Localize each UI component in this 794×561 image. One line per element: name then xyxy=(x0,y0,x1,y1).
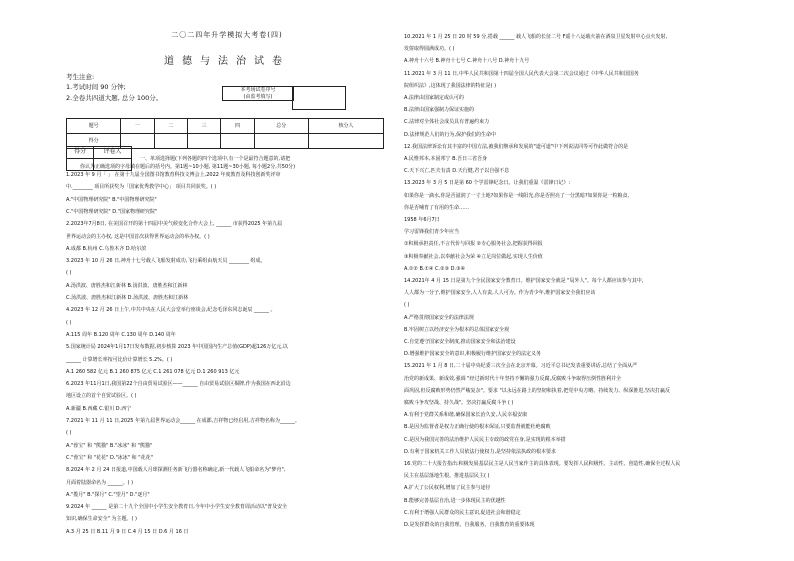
subject-title: 道德与法治试卷 xyxy=(164,56,290,67)
question-line: 学习雷锋我们青少年应当 xyxy=(404,229,460,236)
question-line: 世界运动会的主办权, 这是中国首次获得世界运动会的举办权。( ) xyxy=(66,233,210,240)
question-line: ( ) xyxy=(66,270,72,277)
question-line: 14.2021年 4 月 15 日是第九个全民国家安全教育日。维护国家安全就是 "局外人"。每个人都应该参与其中, xyxy=(404,278,644,284)
score-cell: 一 xyxy=(121,119,154,134)
score-cell: 得分 xyxy=(67,134,121,149)
score-cell: 核分人 xyxy=(308,119,383,134)
notice-item: 1.考试时间 90 分钟; xyxy=(66,83,126,92)
question-line: 院组织法》,这体现了我国法律的特征是( ) xyxy=(404,82,497,89)
question-line: 你是否哺育了有用的生命…… xyxy=(404,204,470,211)
exam-box-line: 本考场试卷序号 xyxy=(240,87,276,93)
question-line: C.有利于增强人民群众的民主意识,促进社会和谐稳定 xyxy=(404,509,521,516)
question-line: B.法律由国家强制力保证实施的 xyxy=(404,107,475,114)
question-line: D.是发挥群众的自我管理、自我服务、自我教育的重要体现 xyxy=(404,522,535,528)
question-line: 4.2023 年 12 月 26 日上午,中共中央在人民大会堂举行座谈会,纪念毛泽东同志诞辰 ______ 。 xyxy=(66,307,276,314)
question-line: 中.________ 项目所获奖为「国家优秀教学中心」 项目共同获奖。( ) xyxy=(66,184,217,191)
question-line: 15.2021 年 1 月 8 日,二十届中央纪委三次全会在北京开幕。习近平总书记发表重要讲话,总结了全面从严 xyxy=(404,363,638,370)
score-input[interactable] xyxy=(187,134,220,149)
question-line: 知识,确保生命安全" 为主题。( ) xyxy=(66,516,137,523)
question-line: 3.2023 年 10 月 26 日,神舟十七号载人飞船发射成功,飞行乘组由航天员 ________ 组成。 xyxy=(66,258,266,265)
question-line: 如果你是一滴水,你是否滋润了一寸土地?如果你是一线阳光,你是否照亮了一分黑暗?如果你是一粒粮食, xyxy=(404,192,630,199)
question-line: D.增强维护国家安全的意识,积极履行维护国家安全的法定义务 xyxy=(404,351,542,358)
notice xyxy=(66,72,162,103)
question-line: C.自觉遵守国家安全制度,推动国家安全和法治建设 xyxy=(404,339,516,345)
question-line: 10.2021 年 1 月 25 日 20 时 59 分,搭载 ______ 载人飞船的长征二号 F遥十八运载火箭在酒泉卫星发射中心点火发射, xyxy=(404,34,668,40)
question-line: 地区设立的首个自贸试验区。( ) xyxy=(66,393,137,400)
question-line: A.法律由国家制定或认可的 xyxy=(404,95,464,101)
question-line: 5.国家统计局 2024年1月17日发布数据,初步核算 2023 年中国国内生产总值(GDP)超126万亿元,以 xyxy=(66,344,288,351)
question-line: ( ) xyxy=(66,319,72,326)
question-line: D.有利于国家机关工作人员依法行使权力,是坚持依法执政的根本要求 xyxy=(404,448,557,455)
question-line: ( ) xyxy=(66,430,72,437)
score-input[interactable] xyxy=(154,134,187,149)
grader-cell: 得分 xyxy=(67,147,94,159)
question-line: ③积极奉献社会,以奉献社会为荣 ④立足岗位做起,实现人生价值 xyxy=(404,253,543,260)
section-title-line: 你认为正确选项的字母填在题后的括号内。第1题~10小题, 第11题~30小题, 每小题2分,共50分) xyxy=(80,164,296,170)
question-line: A."中国物理研究院" B."中国物理研究院" xyxy=(66,196,157,203)
question-line: D.法律规范人们的行为,保护我们的生命中 xyxy=(404,131,497,138)
question-line: 1958 年6月7日 xyxy=(404,217,440,223)
exam-sequence-box xyxy=(222,86,294,101)
question-line: A.成都 B.杭州 C.乌鲁木齐 D.哈尔滨 xyxy=(66,245,147,252)
score-cell: 题号 xyxy=(67,119,121,134)
question-line: A.有利于党群关系和谐,确保国家长治久安,人民幸福安康 xyxy=(404,412,528,419)
question-line: A.神舟十六号 B.神舟十七号 C.神舟十八号 D.神舟十九号 xyxy=(404,58,530,65)
question-line: 12.我国法律诉讼有其丰富的中国方法,被我们继承和发展的"道可道"中下列说法同等可作此做符合的是 xyxy=(404,143,629,150)
question-line: 7.2021 年 11 月 11 日,2025 年第九届世界运动会______ 在成都,吉祥物已经启用,吉祥物名称为______。 xyxy=(66,418,300,424)
score-cell: 四 xyxy=(221,119,254,134)
question-line: 人人都为一分子,维护国家安全,人人有责,人人可为。作为青少年,维护国家安全我们应该 xyxy=(404,290,596,297)
question-line: 8.2024 年 2 月 24 日报道,中国载人月球探测任务新飞行器名称确定,新一代载人飞船命名为"梦舟", xyxy=(66,467,286,474)
score-table xyxy=(66,118,384,149)
question-line: A.115 周年 B.120 周年 C.130 周年 D.140 周年 xyxy=(66,331,176,338)
question-line: 面巩固,但反腐败形势仍然严峻复杂"。要求 "以永远在路上的坚韧和执着,把党中央方略、持续发力、纵深推进,坚决打赢反 xyxy=(404,387,670,394)
question-line: ( ) xyxy=(404,302,410,309)
score-cell: 二 xyxy=(154,119,187,134)
question-line: 6.2023 年11月1日,我国第22个自由贸易试验区——______ 自由贸易试验区揭牌,作为我国在西北沿边 xyxy=(66,381,291,388)
score-input[interactable] xyxy=(254,134,308,149)
question-line: 腐败斗争攻坚战、持久战"。坚决打赢反腐斗争 ( ) xyxy=(404,400,514,406)
question-line: ①积极承担责任,不言代价与回报 ②专心服务社会,把握获得回报 xyxy=(404,241,543,248)
score-cell: 总分 xyxy=(254,119,308,134)
section-title-line: 一、单项选择题(下列各题的四个选项中,有一个是最符合题意的,请把 xyxy=(140,156,291,162)
question-line: A.1 260 582 亿元 B.1 260 875 亿元 C.1 261 078 亿元 D.1 260 913 亿元 xyxy=(66,368,240,375)
question-line: 发射取得圆满成功。( ) xyxy=(404,46,455,53)
question-line: 1.2023 年 9 月「 」 在第十九届全国图书馆教育科技文博会上,2022 年度教育及科技创新奖评审 xyxy=(66,172,281,178)
question-line: C.法律对全体社会成员具有普遍约束力 xyxy=(404,119,490,126)
question-line: 2.2023年7月8日, 在美国召开的第十四届中美气候变化合作大会上, ______ 市获得2025 年第九届 xyxy=(66,221,283,228)
score-input[interactable] xyxy=(221,134,254,149)
question-line: 9.2024 年 ______ 是第二十九个全国中小学生安全教育日,今年中小学生安全教育周活动以"普及安全 xyxy=(66,504,288,511)
question-line: A.①② B.①④ C.②③ D.③④ xyxy=(404,265,466,272)
question-line: 11.2021 年 3 月 11 日,中华人民共和国第十四届全国人民代表大会第二次会议通过《中华人民共和国国务 xyxy=(404,70,639,77)
question-line: 13.2023 年 3 月 5 日是第 60 个学雷锋纪念日。让我们重温《雷锋日记》: xyxy=(404,180,571,187)
question-line: A."揽月" B."探月" C."望月" D."逐月" xyxy=(66,491,150,498)
question-line: B.是因为监督者是权力正确行使的根本保证,只要监督就能杜绝腐败 xyxy=(404,424,551,431)
notice-item: 2.全卷共四道大题, 总分 100分。 xyxy=(66,93,163,102)
exam-title: 二〇二四年升学模拟大考卷(四) xyxy=(171,31,283,39)
notice-heading: 考生注意: xyxy=(66,73,95,81)
section-title xyxy=(140,156,388,163)
question-line: B.能够完善基层自治,进一步体现民主的优越性 xyxy=(404,497,506,504)
question-line: ______ 计算增长率按可比价计算增长 5.2%。( ) xyxy=(66,356,173,363)
question-line: A.汤洪波、唐胜杰和江新林 B.汤洪波、唐胜杰和江新林 xyxy=(66,282,188,289)
grader-cell: 评卷人 xyxy=(94,147,132,159)
question-line: 民主在基层落地生根。推进基层民主( ) xyxy=(404,473,490,480)
question-line: C.是因为我国完善的法治维护人民民主专政的政党在身,是实现的根本举措 xyxy=(404,436,566,443)
question-line: A.新疆 B.西藏 C.银川 D.西宁 xyxy=(66,405,132,412)
question-line: A.3 月 25 日 B.11 月 9 日 C.4 月 15 日 D.6 月 16 日 xyxy=(66,528,189,535)
question-line: 16.党的二十大报告指出:积极发展基层民主是人民当家作主的具体表现。要发挥人民积极性、主动性、创造性,确保全过程人民 xyxy=(404,461,681,467)
exam-box-line: (由监考填写) xyxy=(243,93,273,100)
question-line: A.民惟邦本,本固邦宁 B.吾日三省吾身 xyxy=(404,156,488,162)
score-input[interactable] xyxy=(308,134,383,149)
question-line: 月面着陆器命名为 ______。( ) xyxy=(66,479,134,486)
question-line: A."蓉宝" 和 "熊猫" B."冰冰" 和 "熊猫" xyxy=(66,442,153,449)
question-line: C."蓉宝" 和 "花花" D."冰冰" 和 "花花" xyxy=(66,454,153,461)
question-line: A.严格贯彻国家安全的法律法规 xyxy=(404,314,474,321)
question-line: A.扩大了公民权利,增加了民主参与途径 xyxy=(404,485,491,492)
question-line: C."中国物理研究院" D."国家物理研究院" xyxy=(66,208,158,215)
question-line: B.牢固树立以经济安全为根本的总体国家安全观 xyxy=(404,326,510,333)
question-line: C.天下兴亡,匹夫有责 D.天行健,君子以自强不息 xyxy=(404,168,510,175)
exam-sequence-input[interactable] xyxy=(292,86,346,110)
score-cell: 三 xyxy=(187,119,220,134)
question-line: 治党的新成果、新成效,强调 "经过新时代十年坚持不懈的强力反腐,反腐败斗争取得压倒性胜利并全 xyxy=(404,375,622,382)
question-line: C.汤洪波、唐胜杰和江新林 D.汤洪波、唐胜杰和江新林 xyxy=(66,295,189,301)
